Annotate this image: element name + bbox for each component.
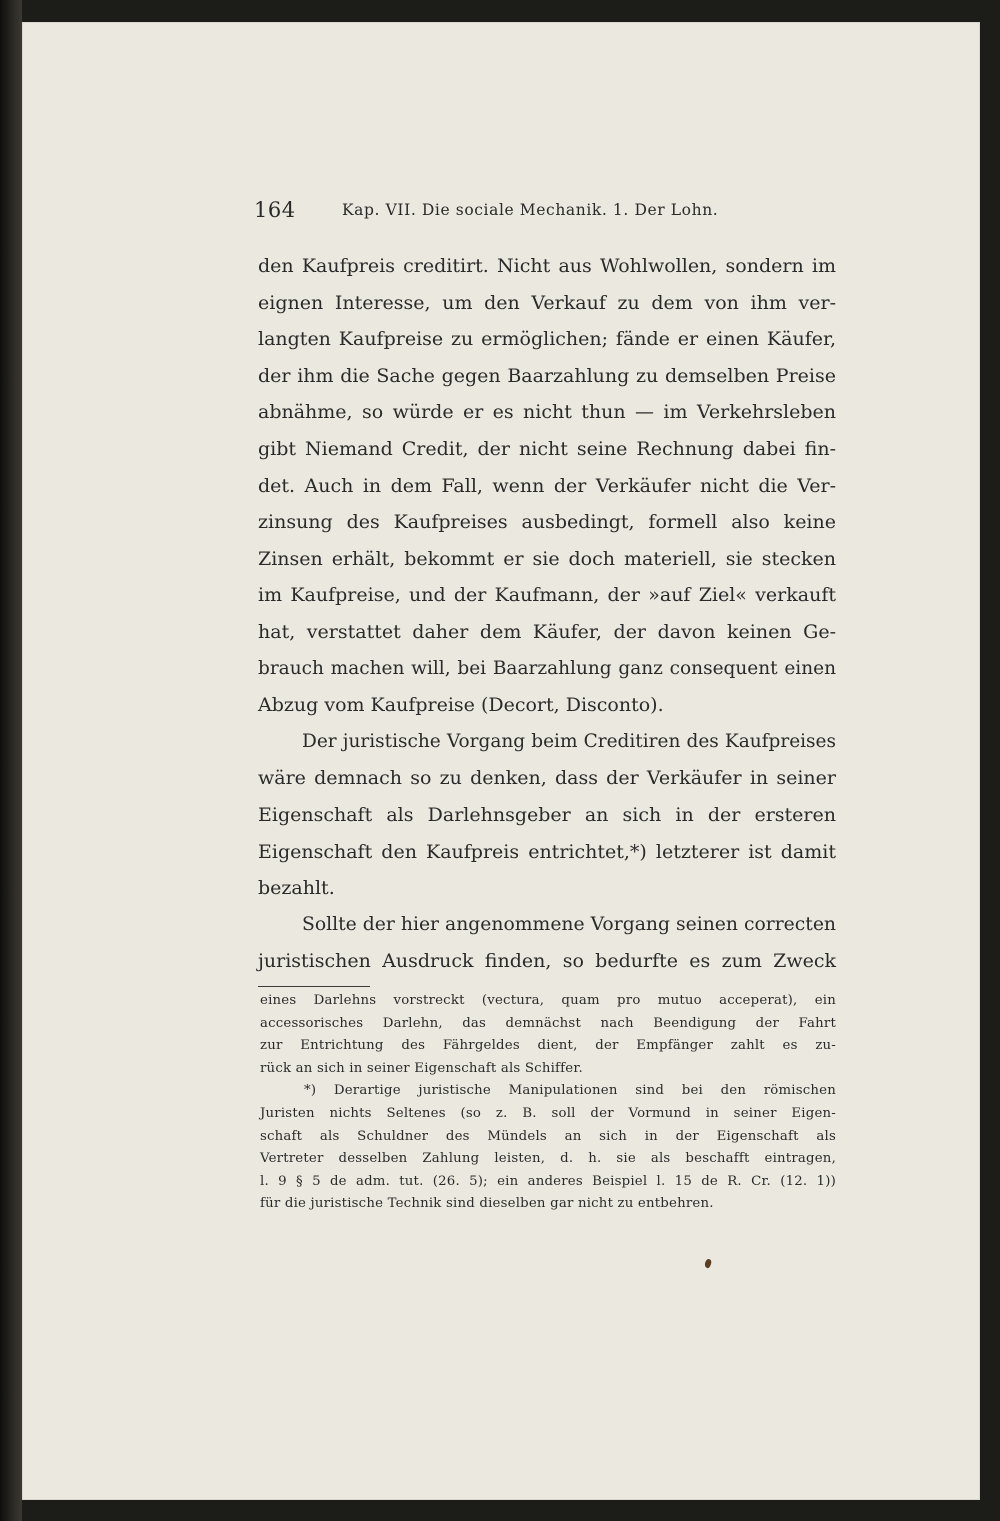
text-line: langten Kaufpreise zu ermöglichen; fände er einen Käufer, — [258, 328, 836, 351]
text-line: der ihm die Sache gegen Baarzahlung zu demselben Preise — [258, 364, 836, 387]
main-text — [258, 248, 836, 980]
text-line: det. Auch in dem Fall, wenn der Verkäufer nicht die Ver- — [258, 474, 836, 497]
text-line: im Kaufpreise, und der Kaufmann, der »auf Ziel« verkauft — [258, 584, 836, 607]
text-line: eignen Interesse, um den Verkauf zu dem von ihm ver- — [258, 291, 836, 314]
running-head — [254, 198, 834, 228]
footnote-line: Juristen nichts Seltenes (so z. B. soll der Vormund in seiner Eigen- — [260, 1105, 836, 1121]
footnote-line: l. 9 § 5 de adm. tut. (26. 5); ein anderes Beispiel l. 15 de R. Cr. (12. 1)) — [260, 1173, 836, 1189]
text-line: Zinsen erhält, bekommt er sie doch materiell, sie stecken — [258, 547, 836, 570]
text-line: juristischen Ausdruck finden, so bedurfte es zum Zweck — [258, 950, 836, 973]
footnote-line: rück an sich in seiner Eigenschaft als Schiffer. — [260, 1060, 583, 1076]
text-line: Eigenschaft den Kaufpreis entrichtet,*) letzterer ist damit — [258, 840, 836, 863]
text-line: wäre demnach so zu denken, dass der Verkäufer in seiner — [258, 767, 836, 790]
text-line: Abzug vom Kaufpreise (Decort, Disconto). — [258, 694, 664, 717]
footnote-line: eines Darlehns vorstreckt (vectura, quam pro mutuo acceperat), ein — [260, 993, 836, 1008]
book-spine-edge — [0, 0, 22, 1521]
text-line: Eigenschaft als Darlehnsgeber an sich in der ersteren — [258, 803, 836, 826]
footnote-line: schaft als Schuldner des Mündels an sich in der Eigenschaft als — [260, 1128, 836, 1144]
footnote-line: *) Derartige juristische Manipulationen sind bei den römischen — [304, 1083, 836, 1099]
footnote-line: für die juristische Technik sind dieselben gar nicht zu entbehren. — [260, 1196, 714, 1212]
footnote-rule — [258, 986, 370, 987]
text-line: gibt Niemand Credit, der nicht seine Rechnung dabei fin- — [258, 437, 836, 460]
text-line: bezahlt. — [258, 877, 335, 900]
footnote-line: Vertreter desselben Zahlung leisten, d. h. sie als beschafft eintragen, — [260, 1151, 836, 1167]
footnotes — [260, 990, 836, 1216]
text-line: hat, verstattet daher dem Käufer, der davon keinen Ge- — [258, 620, 836, 643]
text-line: Sollte der hier angenommene Vorgang seinen correcten — [302, 913, 836, 935]
page-number: 164 — [254, 198, 296, 222]
footnote-line: accessorisches Darlehn, das demnächst nach Beendigung der Fahrt — [260, 1015, 836, 1031]
text-line: den Kaufpreis creditirt. Nicht aus Wohlwollen, sondern im — [258, 255, 836, 277]
text-line: brauch machen will, bei Baarzahlung ganz consequent einen — [258, 657, 836, 679]
running-title: Kap. VII. Die sociale Mechanik. 1. Der Lohn. — [342, 201, 719, 219]
footnote-line: zur Entrichtung des Fährgeldes dient, der Empfänger zahlt es zu- — [260, 1038, 836, 1054]
text-line: Der juristische Vorgang beim Creditiren des Kaufpreises — [302, 730, 836, 752]
text-line: zinsung des Kaufpreises ausbedingt, formell also keine — [258, 511, 836, 534]
text-line: abnähme, so würde er es nicht thun — im Verkehrsleben — [258, 401, 836, 424]
